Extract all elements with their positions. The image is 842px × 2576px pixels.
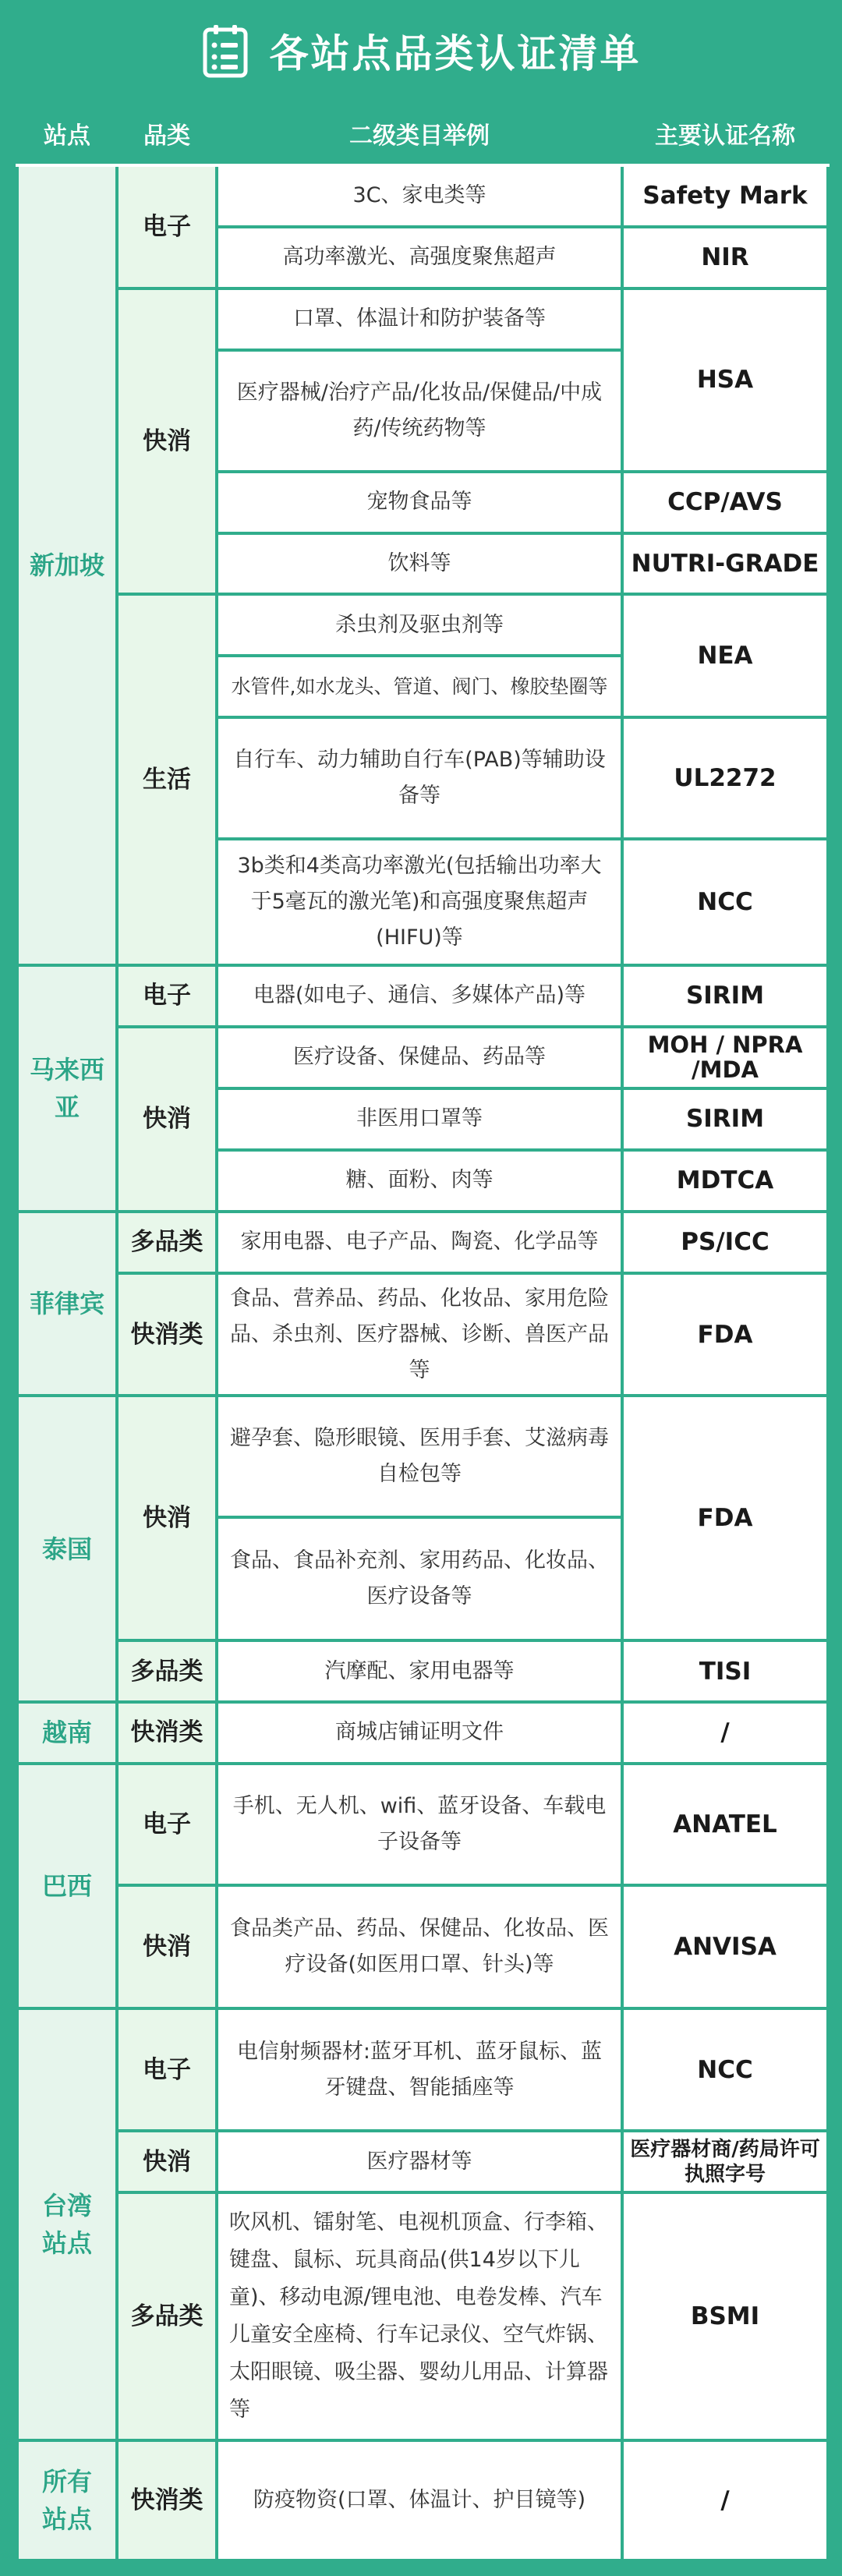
cert-cell: NIR <box>622 227 828 288</box>
header-cert: 主要认证名称 <box>622 101 828 165</box>
cert-cell: 医疗器材商/药局许可执照字号 <box>622 2131 828 2192</box>
cert-cell: CCP/AVS <box>622 472 828 533</box>
site-brazil: 巴西 <box>17 1764 117 2008</box>
cert-cell: UL2272 <box>622 717 828 839</box>
example-cell: 手机、无人机、wifi、蓝牙设备、车载电子设备等 <box>217 1764 622 1885</box>
example-cell: 食品类产品、药品、保健品、化妆品、医疗设备(如医用口罩、针头)等 <box>217 1885 622 2008</box>
table-row <box>17 2008 828 2132</box>
checklist-icon <box>201 23 249 79</box>
cert-cell: NCC <box>622 839 828 965</box>
site-philippines: 菲律宾 <box>17 1212 117 1396</box>
category-electronics: 电子 <box>117 965 217 1027</box>
example-cell: 杀虫剂及驱虫剂等 <box>217 594 622 656</box>
example-cell: 防疫物资(口罩、体温计、护目镜等) <box>217 2440 622 2560</box>
table-row <box>17 1212 828 1273</box>
table-row <box>17 288 828 350</box>
cert-cell: NUTRI-GRADE <box>622 533 828 595</box>
site-all: 所有站点 <box>17 2440 117 2560</box>
title-bar <box>0 0 842 101</box>
example-cell: 非医用口罩等 <box>217 1088 622 1150</box>
page-title: 各站点品类认证清单 <box>269 31 642 76</box>
category-multi: 多品类 <box>117 1640 217 1702</box>
site-taiwan: 台湾站点 <box>17 2008 117 2440</box>
cert-cell: FDA <box>622 1273 828 1396</box>
category-fmcg: 快消 <box>117 2131 217 2192</box>
table-row <box>17 1273 828 1396</box>
category-multi: 多品类 <box>117 1212 217 1273</box>
cert-cell: NEA <box>622 594 828 717</box>
cert-cell: TISI <box>622 1640 828 1702</box>
cert-cell: FDA <box>622 1396 828 1640</box>
cert-cell: / <box>622 2440 828 2560</box>
example-cell: 口罩、体温计和防护装备等 <box>217 288 622 350</box>
table-header-row <box>17 101 828 165</box>
category-living: 生活 <box>117 594 217 965</box>
table-row <box>17 1396 828 1517</box>
example-cell: 商城店铺证明文件 <box>217 1702 622 1764</box>
example-cell: 吹风机、镭射笔、电视机顶盒、行李箱、键盘、鼠标、玩具商品(供14岁以下儿童)、移动电源/锂电池、电卷发棒、汽车儿童安全座椅、行车记录仪、空气炸锅、太阳眼镜、吸尘器、婴幼儿用品、计算器等 <box>217 2192 622 2440</box>
cert-cell: SIRIM <box>622 1088 828 1150</box>
certification-table-container <box>16 100 826 2564</box>
site-thailand: 泰国 <box>17 1396 117 1702</box>
cert-cell: ANVISA <box>622 1885 828 2008</box>
example-cell: 避孕套、隐形眼镜、医用手套、艾滋病毒自检包等 <box>217 1396 622 1517</box>
cert-cell: SIRIM <box>622 965 828 1027</box>
category-fmcg-class: 快消类 <box>117 1273 217 1396</box>
site-malaysia: 马来西亚 <box>17 965 117 1212</box>
category-fmcg-class: 快消类 <box>117 2440 217 2560</box>
category-fmcg: 快消 <box>117 1027 217 1212</box>
example-cell: 高功率激光、高强度聚焦超声 <box>217 227 622 288</box>
cert-cell: MOH / NPRA /MDA <box>622 1027 828 1088</box>
category-electronics: 电子 <box>117 2008 217 2132</box>
cert-cell: ANATEL <box>622 1764 828 1885</box>
example-cell: 电信射频器材:蓝牙耳机、蓝牙鼠标、蓝牙键盘、智能插座等 <box>217 2008 622 2132</box>
example-cell: 医疗设备、保健品、药品等 <box>217 1027 622 1088</box>
cert-cell: / <box>622 1702 828 1764</box>
cert-cell: HSA <box>622 288 828 472</box>
table-row <box>17 1640 828 1702</box>
cert-cell: MDTCA <box>622 1150 828 1212</box>
table-row <box>17 2440 828 2560</box>
table-row <box>17 165 828 227</box>
example-cell: 糖、面粉、肉等 <box>217 1150 622 1212</box>
example-cell: 汽摩配、家用电器等 <box>217 1640 622 1702</box>
header-examples: 二级类目举例 <box>217 101 622 165</box>
cert-cell: NCC <box>622 2008 828 2132</box>
table-row <box>17 965 828 1027</box>
category-fmcg: 快消 <box>117 1396 217 1640</box>
example-cell: 医疗器材等 <box>217 2131 622 2192</box>
table-row <box>17 2131 828 2192</box>
cert-cell: Safety Mark <box>622 165 828 227</box>
table-row <box>17 2192 828 2440</box>
site-singapore: 新加坡 <box>17 165 117 965</box>
category-fmcg-class: 快消类 <box>117 1702 217 1764</box>
example-cell: 宠物食品等 <box>217 472 622 533</box>
example-cell: 食品、营养品、药品、化妆品、家用危险品、杀虫剂、医疗器械、诊断、兽医产品等 <box>217 1273 622 1396</box>
table-row <box>17 1885 828 2008</box>
example-cell: 3C、家电类等 <box>217 165 622 227</box>
table-row <box>17 1764 828 1885</box>
example-cell: 电器(如电子、通信、多媒体产品)等 <box>217 965 622 1027</box>
table-row <box>17 1027 828 1088</box>
table-row <box>17 594 828 656</box>
category-fmcg: 快消 <box>117 1885 217 2008</box>
example-cell: 家用电器、电子产品、陶瓷、化学品等 <box>217 1212 622 1273</box>
cert-cell: PS/ICC <box>622 1212 828 1273</box>
example-cell: 自行车、动力辅助自行车(PAB)等辅助设备等 <box>217 717 622 839</box>
site-vietnam: 越南 <box>17 1702 117 1764</box>
example-cell: 水管件,如水龙头、管道、阀门、橡胶垫圈等 <box>217 656 622 717</box>
example-cell: 饮料等 <box>217 533 622 595</box>
certification-table <box>16 100 830 2562</box>
category-multi: 多品类 <box>117 2192 217 2440</box>
header-category: 品类 <box>117 101 217 165</box>
table-row <box>17 1702 828 1764</box>
header-site: 站点 <box>17 101 117 165</box>
example-cell: 医疗器械/治疗产品/化妆品/保健品/中成药/传统药物等 <box>217 350 622 472</box>
category-electronics: 电子 <box>117 1764 217 1885</box>
example-cell: 3b类和4类高功率激光(包括输出功率大于5毫瓦的激光笔)和高强度聚焦超声(HIFU)等 <box>217 839 622 965</box>
category-fmcg: 快消 <box>117 288 217 595</box>
example-cell: 食品、食品补充剂、家用药品、化妆品、医疗设备等 <box>217 1517 622 1640</box>
category-electronics: 电子 <box>117 165 217 288</box>
cert-cell: BSMI <box>622 2192 828 2440</box>
